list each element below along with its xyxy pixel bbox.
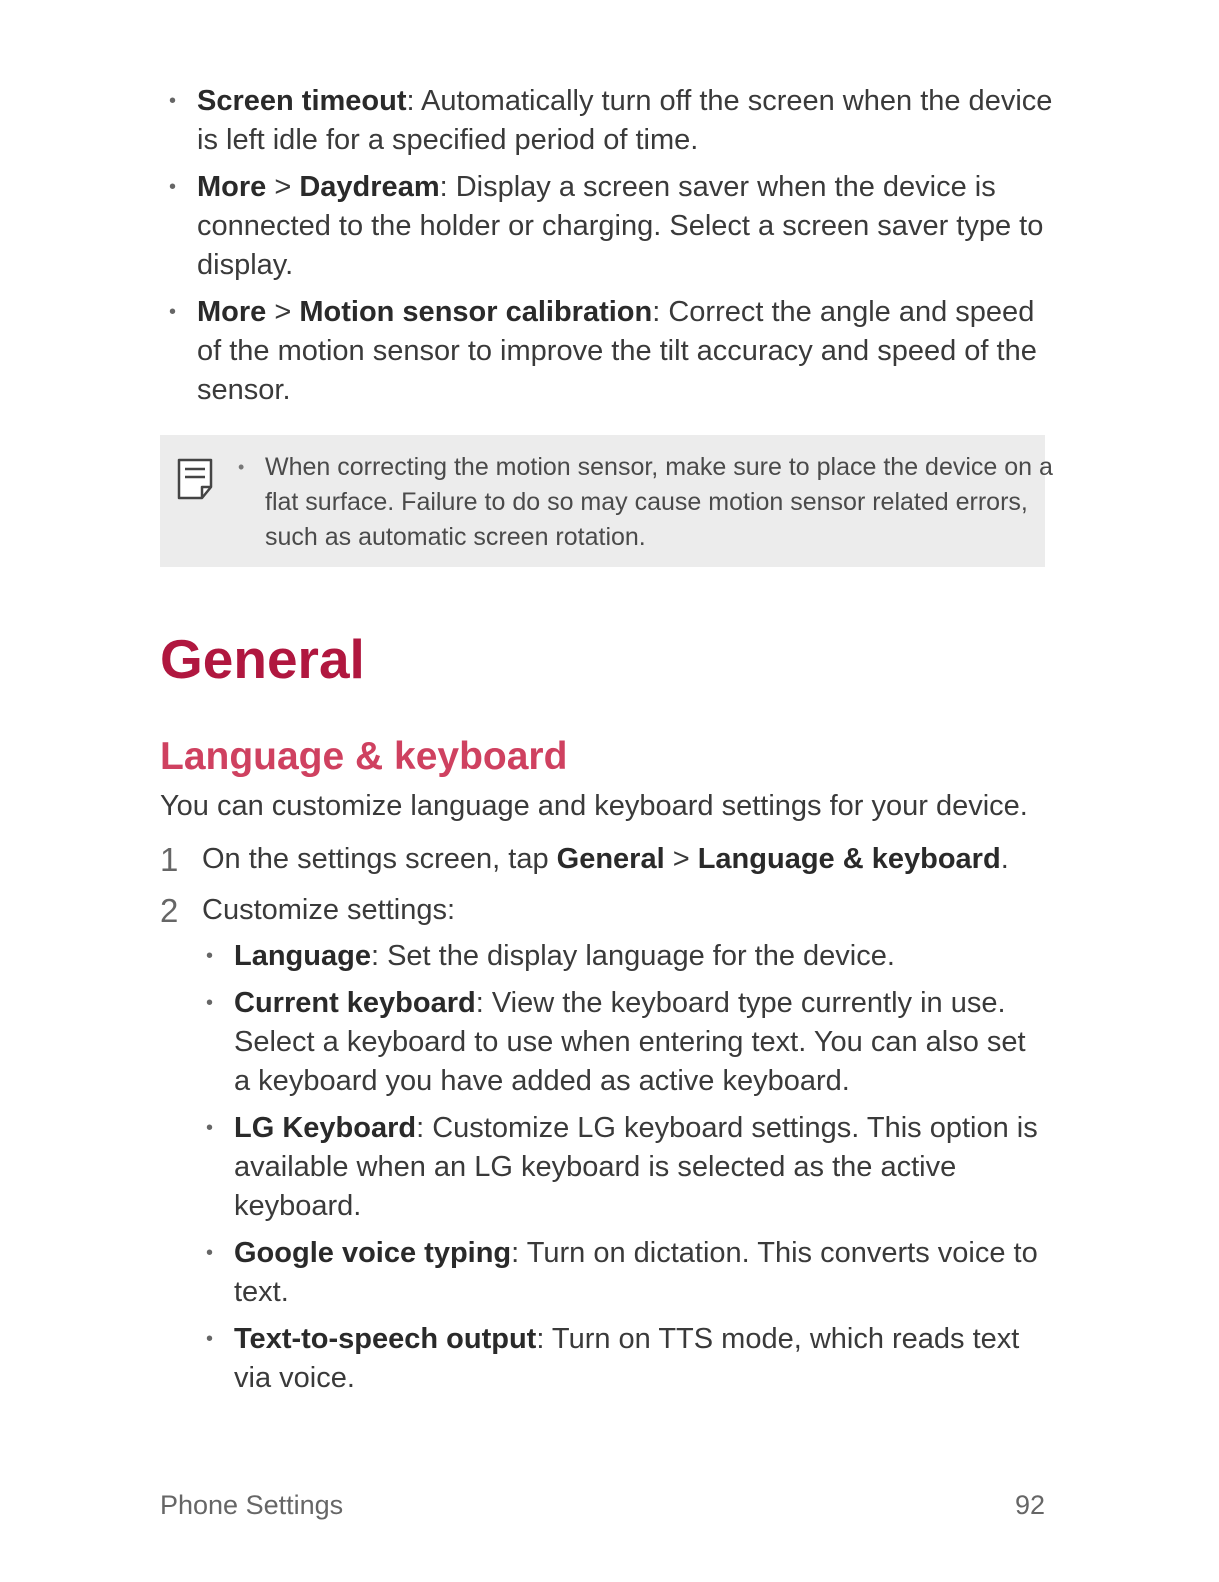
item-description: : Turn on TTS mode, which reads text via voice.	[234, 1323, 1020, 1394]
bullet-dot: •	[206, 1117, 214, 1139]
step-number: 1	[160, 841, 179, 878]
display-settings-list	[160, 82, 1060, 418]
bullet-dot: •	[169, 301, 177, 323]
step-bold-language-keyboard: Language & keyboard	[697, 843, 1001, 875]
path-separator: >	[266, 296, 300, 328]
bullet-dot: •	[169, 90, 177, 112]
list-item-motion-sensor-calibration	[160, 293, 1060, 410]
note-content: When correcting the motion sensor, make sure to place the device on a flat surface. Failure to do so may cause motion sensor related errors, such as automatic screen rotation.	[265, 453, 1053, 551]
note-icon	[176, 457, 214, 501]
bullet-dot: •	[206, 1328, 214, 1350]
bullet-dot: •	[206, 1242, 214, 1264]
item-label-more: More	[197, 171, 267, 203]
footer-section-name: Phone Settings	[160, 1490, 344, 1520]
item-label-more: More	[197, 296, 267, 328]
item-label: Text-to-speech output	[234, 1323, 537, 1355]
item-description: : Automatically turn off the screen when the device is left idle for a specified period of time.	[197, 85, 1053, 156]
section-title: General	[160, 628, 365, 690]
bullet-dot: •	[206, 945, 214, 967]
step-text	[202, 840, 1042, 879]
page-number: 92	[1014, 1490, 1045, 1520]
item-label: Screen timeout	[197, 85, 407, 117]
item-label: Google voice typing	[234, 1237, 512, 1269]
path-separator: >	[664, 843, 698, 875]
item-description: : Correct the angle and speed of the motion sensor to improve the tilt accuracy and speed of the sensor.	[197, 296, 1037, 406]
language-settings-list	[197, 937, 1047, 1406]
note-text	[236, 450, 1055, 555]
list-item-text-to-speech	[197, 1320, 1047, 1398]
note-box	[160, 435, 1053, 567]
list-item-google-voice-typing	[197, 1234, 1047, 1312]
item-description: : Display a screen saver when the device is connected to the holder or charging. Select a screen saver type to display.	[197, 171, 1044, 281]
bullet-dot: •	[169, 176, 177, 198]
list-item-daydream	[160, 168, 1060, 285]
item-label: Language	[234, 940, 371, 972]
list-item-lg-keyboard	[197, 1109, 1047, 1226]
item-label-daydream: Daydream	[299, 171, 440, 203]
step-text: Customize settings:	[202, 894, 456, 926]
item-description: : View the keyboard type currently in use. Select a keyboard to use when entering text. You can also set a keyboard you have added as active keyboard.	[234, 987, 1026, 1097]
item-description: : Customize LG keyboard settings. This option is available when an LG keyboard is selected as the active keyboard.	[234, 1112, 1038, 1222]
list-item-screen-timeout	[160, 82, 1060, 160]
intro-text: You can customize language and keyboard settings for your device.	[160, 790, 1028, 822]
item-label-motion-sensor: Motion sensor calibration	[299, 296, 653, 328]
bullet-dot: •	[206, 992, 214, 1014]
bullet-dot: •	[238, 457, 245, 477]
step-bold-general: General	[556, 843, 665, 875]
list-item-language	[197, 937, 1047, 976]
step-text-after: .	[1000, 843, 1009, 875]
path-separator: >	[266, 171, 300, 203]
list-item-current-keyboard	[197, 984, 1047, 1101]
subsection-title: Language & keyboard	[160, 735, 568, 778]
item-label: LG Keyboard	[234, 1112, 417, 1144]
step-text-before: On the settings screen, tap	[202, 843, 557, 875]
item-description: : Turn on dictation. This converts voice to text.	[234, 1237, 1038, 1308]
step-number: 2	[160, 892, 179, 929]
item-label: Current keyboard	[234, 987, 476, 1019]
item-description: : Set the display language for the device.	[370, 940, 895, 972]
